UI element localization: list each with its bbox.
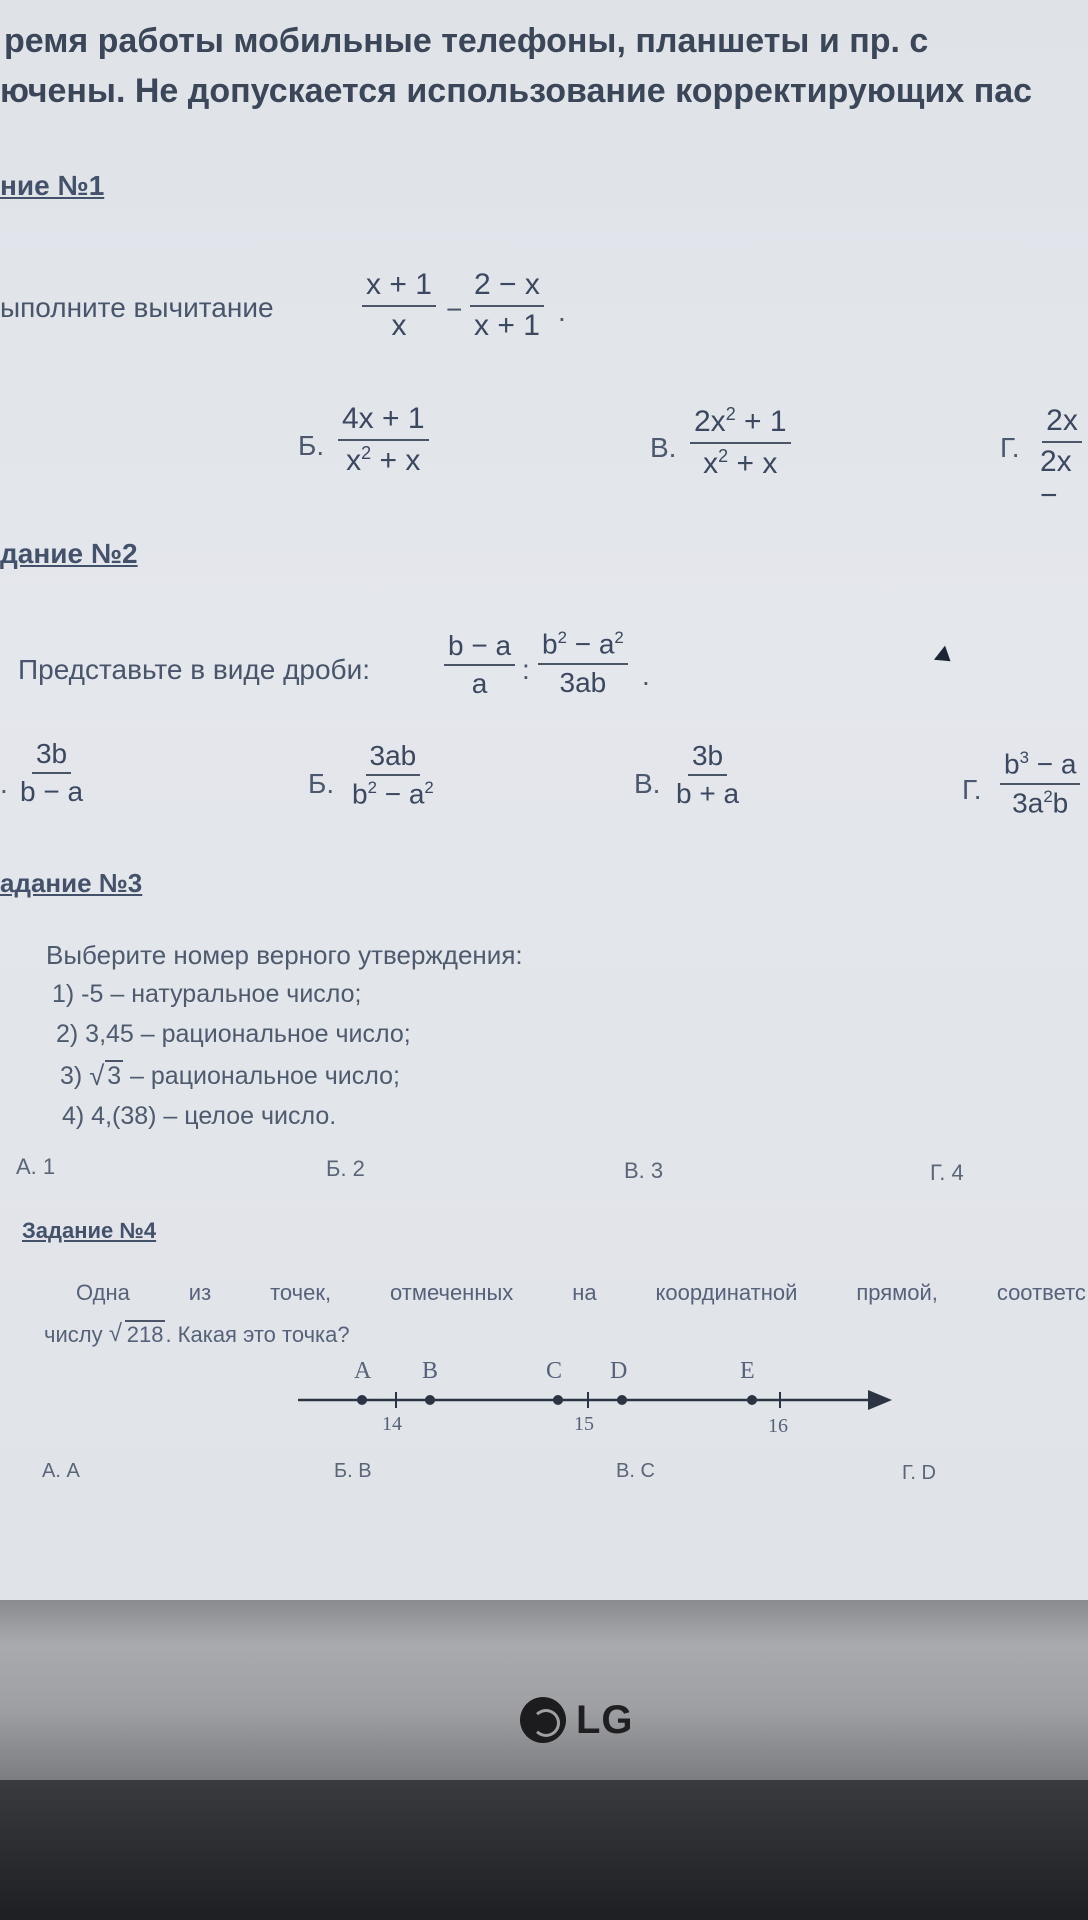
desk-surface — [0, 1780, 1088, 1920]
fraction-denominator: a — [471, 668, 488, 700]
task3-title: адание №3 — [0, 868, 143, 898]
point-d — [617, 1395, 627, 1405]
task4-line-2: числу √ 218. Какая это точка? — [44, 1320, 350, 1347]
fraction-denominator: $x^2 + x$ — [346, 442, 421, 477]
task2-option-g-label: Г. — [962, 774, 982, 805]
task1-fraction-left — [362, 268, 436, 343]
task2-option-b-label: Б. — [308, 768, 335, 799]
tick-label-16: 16 — [768, 1415, 788, 1434]
task2-option-v-label: В. — [634, 768, 661, 799]
task3-statement-2: 2) 3,45 – рациональное число; — [56, 1020, 411, 1048]
task1-title: ние №1 — [0, 170, 105, 201]
task4-answer-g: Г. D — [902, 1462, 936, 1484]
point-label-d: D — [610, 1358, 628, 1384]
fraction-numerator: 4x + 1 — [338, 402, 429, 441]
point-label-a: A — [354, 1358, 372, 1384]
header-line-2: ючены. Не допускается использование корректирующих пас — [0, 72, 1033, 110]
fraction-numerator: 2x — [1042, 404, 1082, 443]
task2-option-a-label: . — [0, 768, 8, 799]
colon: : — [522, 654, 530, 685]
point-label-e: E — [740, 1358, 755, 1384]
task4-answer-v: В. С — [616, 1460, 655, 1482]
fraction-numerator: x + 1 — [362, 268, 436, 307]
task4-answer-b: Б. В — [334, 1460, 372, 1482]
task1-option-g-label: Г. — [1000, 432, 1020, 463]
point-label-b: B — [422, 1358, 439, 1384]
fraction-numerator: 2 − x — [470, 268, 544, 307]
tick-label-15: 15 — [574, 1413, 594, 1434]
task2-option-b-fraction — [348, 740, 438, 811]
lg-circle-icon — [520, 1697, 566, 1743]
fraction-denominator: 3ab — [559, 666, 607, 698]
brand-label: LG — [576, 1697, 634, 1742]
fraction-numerator: 3b — [32, 738, 71, 774]
task3-prompt: Выберите номер верного утверждения: — [46, 940, 523, 970]
arrow-head-icon — [868, 1390, 892, 1410]
sqrt-symbol: √ 218 — [108, 1320, 164, 1347]
fraction-numerator: 3ab — [366, 740, 421, 776]
task3-statement-4: 4) 4,(38) – целое число. — [62, 1102, 337, 1130]
period: . — [642, 660, 650, 691]
task4-answer-a: А. А — [42, 1460, 80, 1482]
fraction-denominator: b − a — [20, 776, 84, 808]
task2-option-g-fraction — [1000, 748, 1080, 819]
task2-fraction-2 — [538, 628, 628, 699]
point-a — [357, 1395, 367, 1405]
fraction-numerator: b − a — [444, 630, 515, 666]
point-label-c: C — [546, 1358, 563, 1384]
tick-label-14: 14 — [382, 1413, 402, 1434]
task2-question: Представьте в виде дроби: — [18, 654, 371, 685]
task3-answer-g: Г. 4 — [930, 1160, 964, 1185]
fraction-denominator: $x^2 + x$ — [703, 445, 778, 480]
task1-option-g-fraction — [1036, 404, 1088, 514]
task2-option-a-fraction — [16, 738, 87, 808]
sqrt-symbol: √ 3 — [89, 1060, 122, 1091]
task3-answer-b: Б. 2 — [326, 1156, 365, 1181]
task1-option-v-label: В. — [650, 432, 677, 463]
point-b — [425, 1395, 435, 1405]
header-line-1: ремя работы мобильные телефоны, планшеты и пр. с — [4, 22, 929, 60]
fraction-denominator: $b^2 - a^2$ — [352, 778, 434, 810]
task2-title: дание №2 — [0, 538, 138, 569]
lg-logo — [520, 1697, 634, 1743]
point-e — [747, 1395, 757, 1405]
fraction-numerator: $2x^2 + 1$ — [690, 404, 791, 444]
task1-question: ыполните вычитание — [0, 292, 274, 323]
task3-answer-v: В. 3 — [624, 1158, 664, 1183]
period: . — [558, 296, 566, 327]
fraction-numerator: $b^3 - a$ — [1000, 748, 1080, 785]
fraction-denominator: $3a^2b$ — [1012, 786, 1069, 818]
monitor-bezel — [0, 1600, 1088, 1780]
task1-option-v-fraction — [690, 404, 791, 481]
number-line — [296, 1354, 896, 1434]
fraction-denominator: b + a — [676, 778, 740, 810]
task1-fraction-right — [470, 268, 544, 343]
fraction-numerator: $b^2 - a^2$ — [538, 628, 628, 665]
task3-statement-3: 3) √ 3 – рациональное число; — [60, 1060, 400, 1091]
task2-fraction-1 — [444, 630, 515, 700]
mouse-cursor-icon — [934, 646, 956, 669]
fraction-denominator: x — [391, 308, 407, 342]
task1-option-b-fraction — [338, 402, 429, 478]
task2-option-v-fraction — [672, 740, 743, 810]
task4-line-1: Одна из точек, отмеченных на координатной прямой, соответс — [76, 1280, 1086, 1305]
minus-sign: − — [446, 294, 463, 325]
task3-answer-a: А. 1 — [16, 1154, 56, 1179]
task1-option-b-label: Б. — [298, 430, 325, 461]
fraction-denominator: x + 1 — [474, 308, 540, 342]
fraction-numerator: 3b — [688, 740, 727, 776]
task3-statement-1: 1) -5 – натуральное число; — [52, 980, 362, 1008]
task4-title: Задание №4 — [22, 1218, 157, 1243]
point-c — [553, 1395, 563, 1405]
fraction-denominator: 2x − — [1040, 444, 1072, 512]
